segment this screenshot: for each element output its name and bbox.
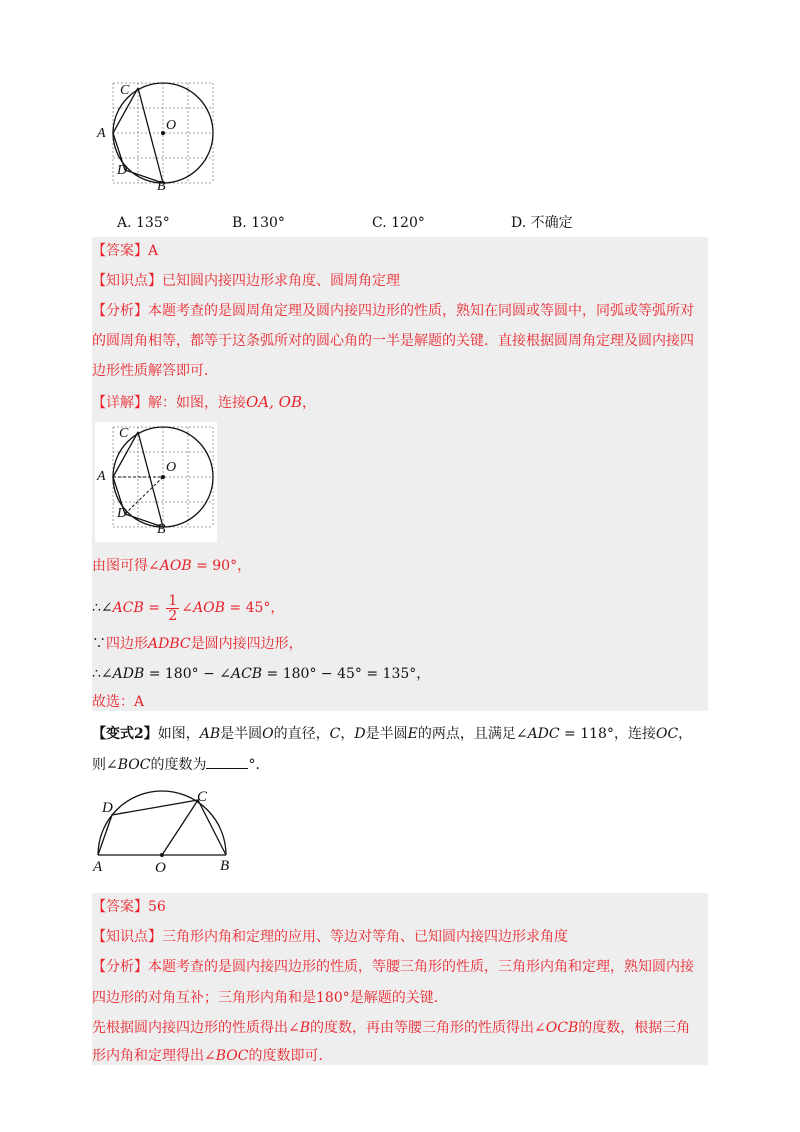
fig1-label-a: A [97, 126, 106, 141]
option-a: A. 135° [117, 215, 170, 231]
problem-2-line-2: 则∠BOC的度数为 °． [92, 754, 269, 775]
fig2-label-b: B [220, 858, 230, 874]
step-line-1: 由图可得∠AOB = 90°， [92, 558, 252, 574]
answer-blank[interactable] [206, 754, 248, 769]
knowledge-line-2: 【知识点】三角形内角和定理的应用、等边对等角、已知圆内接四边形求角度 [92, 929, 568, 945]
analysis-line-2d: 形内角和定理得出∠BOC的度数即可． [92, 1048, 333, 1064]
fig1b-label-o: O [166, 460, 177, 475]
knowledge-line-1: 【知识点】已知圆内接四边形求角度、圆周角定理 [92, 273, 400, 289]
step-line-4: ∴∠ADB = 180° − ∠ACB = 180° − 45° = 135°， [92, 666, 431, 682]
figure-1b-circle-grid [95, 422, 217, 542]
fig1b-label-a: A [97, 469, 106, 484]
option-d: D. 不确定 [511, 215, 573, 231]
option-c: C. 120° [372, 215, 425, 231]
fig1-label-b: B [157, 179, 166, 194]
answer-line-2: 【答案】56 [92, 899, 166, 915]
fraction-one-half: $\frac{1}{2}$ [168, 592, 178, 624]
fig2-label-a: A [93, 859, 103, 875]
fig1-label-o: O [166, 118, 177, 133]
fig1-label-c: C [120, 83, 130, 98]
solution-2-panel [92, 893, 708, 1065]
fig2-label-o: O [155, 860, 166, 876]
problem-2-line-1: 【变式2】如图，AB是半圆O的直径，C，D是半圆E的两点，且满足∠ADC = 118°，连接OC， [92, 726, 693, 742]
answer-line-1: 【答案】A [92, 243, 159, 259]
choose-line-1: 故选：A [92, 694, 145, 710]
analysis-line-2c: 先根据圆内接四边形的性质得出∠B的度数，再由等腰三角形的性质得出∠OCB的度数，根据三角 [92, 1020, 691, 1036]
analysis-line-1c: 边形性质解答即可． [92, 363, 218, 379]
fig1b-label-b: B [157, 522, 166, 537]
fig2-label-c: C [197, 789, 208, 805]
fig1-label-d: D [117, 163, 128, 178]
analysis-line-2a: 【分析】本题考查的是圆内接四边形的性质，等腰三角形的性质，三角形内角和定理，熟知圆内接 [92, 959, 694, 975]
analysis-line-1b: 的圆周角相等，都等于这条弧所对的圆心角的一半是解题的关键．直接根据圆周角定理及圆内接四 [92, 333, 694, 349]
fig1b-label-d: D [117, 506, 128, 521]
detail-line-1: 【详解】解：如图，连接OA, OB， [92, 393, 316, 411]
fig2-label-d: D [102, 800, 113, 816]
fig1b-label-c: C [119, 426, 129, 441]
option-b: B. 130° [232, 215, 285, 231]
analysis-line-1a: 【分析】本题考查的是圆周角定理及圆内接四边形的性质，熟知在同圆或等圆中，同弧或等弧所对 [92, 303, 694, 319]
analysis-line-2b: 四边形的对角互补；三角形内角和是180°是解题的关键． [92, 990, 448, 1006]
step-line-3: ∵四边形ADBC是圆内接四边形， [92, 636, 303, 652]
step-line-2: ∴∠ACB = $\frac{1}{2}$ ∠AOB = 45°， [92, 592, 285, 624]
